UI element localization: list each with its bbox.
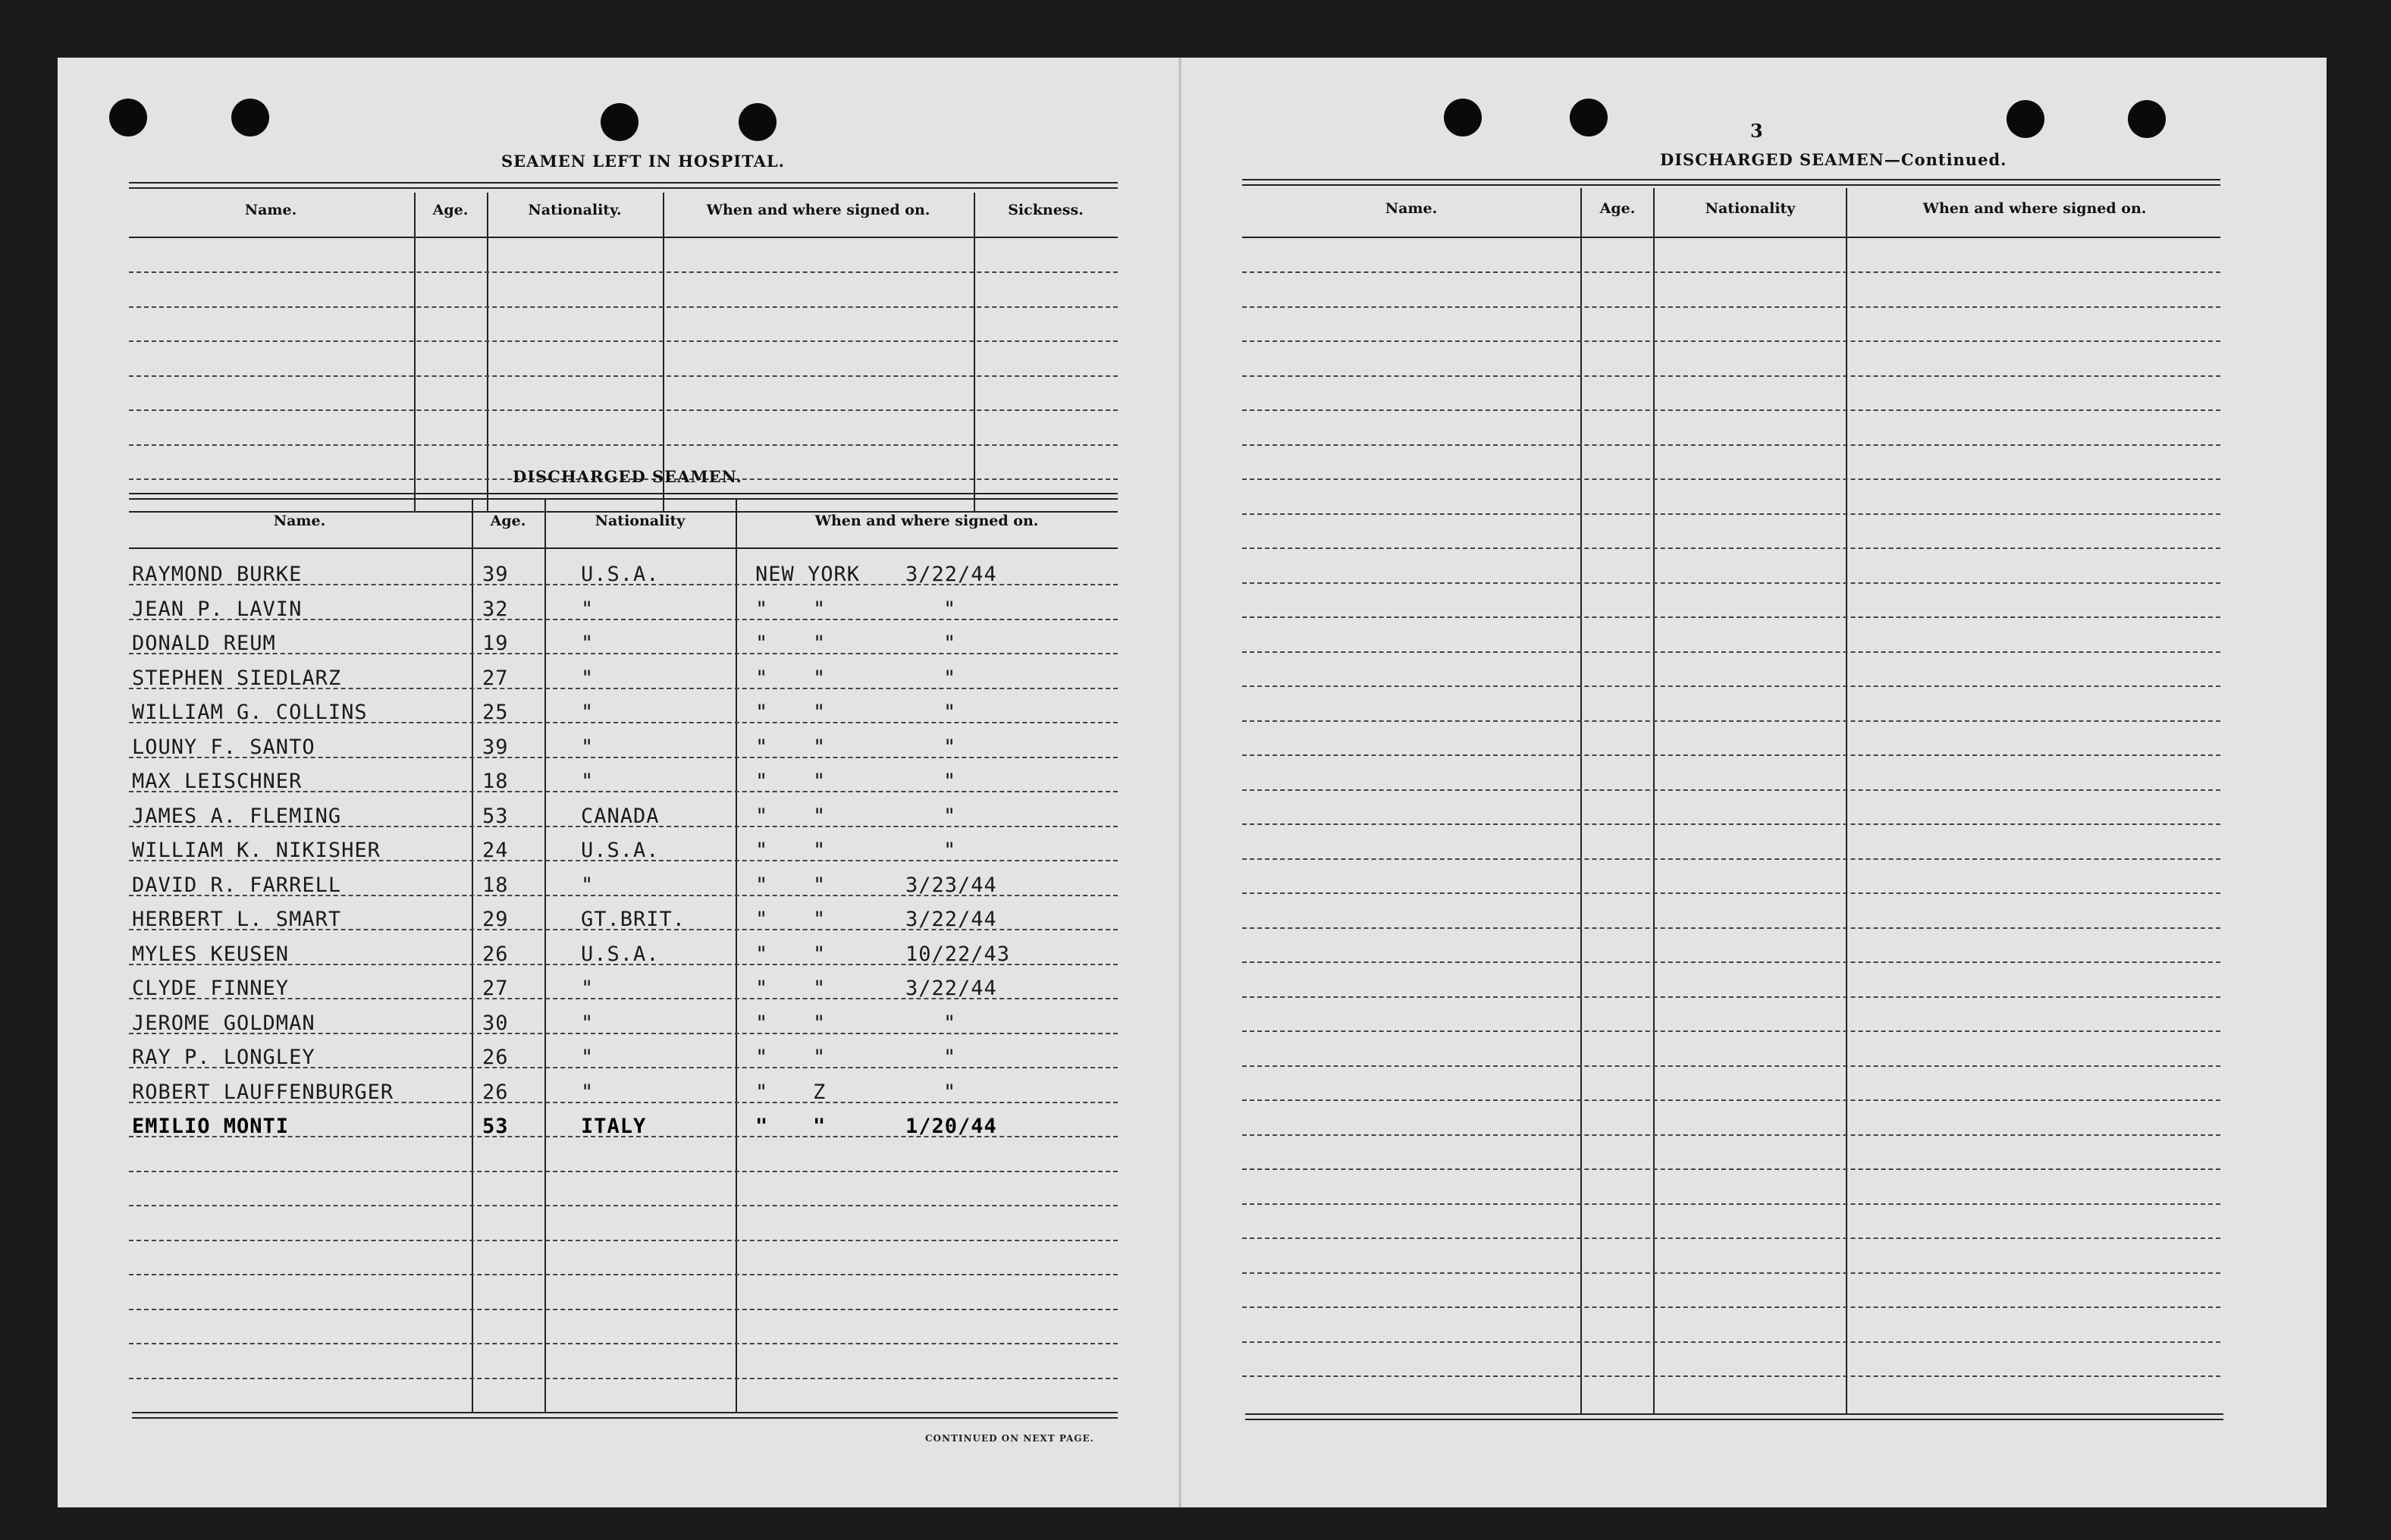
- seaman-name: DONALD REUM: [132, 632, 276, 655]
- signed-on-date: ": [943, 735, 957, 759]
- ruled-line: [1242, 340, 2220, 342]
- ruled-line: [129, 306, 1118, 308]
- seaman-name: EMILIO MONTI: [132, 1115, 290, 1138]
- ruled-line: [1242, 1168, 2220, 1170]
- ruled-line: [129, 1240, 1118, 1241]
- seaman-nationality: U.S.A.: [581, 942, 660, 966]
- signed-on-ditto: ": [813, 666, 827, 690]
- col-header-nationality: Nationality: [1705, 200, 1796, 217]
- ruled-line: [1242, 927, 2220, 929]
- seaman-age: 29: [482, 908, 509, 931]
- ruled-line: [1242, 547, 2220, 549]
- col-header-name: Name.: [244, 202, 297, 218]
- ruled-line: [1242, 1065, 2220, 1067]
- seaman-age: 26: [482, 1046, 509, 1069]
- col-header-signed-on: When and where signed on.: [814, 513, 1039, 529]
- ruled-line: [1242, 1237, 2220, 1239]
- seaman-age: 39: [482, 735, 509, 759]
- seaman-nationality: U.S.A.: [581, 839, 660, 862]
- discharged-header-rule: [129, 547, 1118, 549]
- seaman-nationality: ITALY: [581, 1115, 647, 1138]
- punch-hole: [1570, 99, 1608, 136]
- signed-on-date: ": [943, 804, 957, 828]
- ruled-line: [1242, 720, 2220, 722]
- col-header-age: Age.: [1599, 200, 1636, 217]
- seaman-name: WILLIAM G. COLLINS: [132, 701, 368, 724]
- signed-on-date: 1/20/44: [905, 1115, 997, 1138]
- signed-on-ditto: ": [813, 908, 827, 931]
- seaman-nationality: ": [581, 666, 595, 690]
- seaman-age: 27: [482, 666, 509, 690]
- ruled-line: [1242, 996, 2220, 998]
- signed-on-ditto: ": [813, 1046, 827, 1069]
- seaman-age: 39: [482, 563, 509, 586]
- left-page: [58, 58, 1180, 1507]
- hospital-section-title: SEAMEN LEFT IN HOSPITAL.: [501, 152, 785, 171]
- seaman-nationality: CANADA: [581, 804, 660, 828]
- right-header-rule: [1242, 237, 2220, 238]
- col-header-age: Age.: [490, 513, 526, 529]
- ruled-line: [1242, 1375, 2220, 1377]
- ruled-line: [1242, 1134, 2220, 1136]
- signed-on-port: ": [755, 770, 769, 793]
- seaman-nationality: GT.BRIT.: [581, 908, 686, 931]
- signed-on-ditto: ": [813, 701, 827, 724]
- seaman-name: HERBERT L. SMART: [132, 908, 342, 931]
- discharged-bottom-rule: [132, 1412, 1118, 1419]
- signed-on-ditto: ": [813, 1011, 827, 1035]
- seaman-name: DAVID R. FARRELL: [132, 873, 342, 897]
- seaman-name: MYLES KEUSEN: [132, 942, 290, 966]
- col-header-signed-on: When and where signed on.: [706, 202, 930, 218]
- col-header-nationality: Nationality: [595, 513, 686, 529]
- signed-on-date: ": [943, 1080, 957, 1104]
- signed-on-date: 3/23/44: [905, 873, 997, 897]
- punch-hole: [1444, 99, 1482, 136]
- signed-on-port: ": [755, 632, 769, 655]
- ledger-sheet: [58, 58, 2327, 1507]
- col-header-sickness: Sickness.: [1008, 202, 1084, 218]
- punch-hole: [739, 103, 777, 141]
- seaman-age: 53: [482, 1115, 509, 1138]
- signed-on-date: ": [943, 1011, 957, 1035]
- seaman-nationality: ": [581, 701, 595, 724]
- seaman-name: JEAN P. LAVIN: [132, 597, 303, 621]
- signed-on-port: ": [755, 839, 769, 862]
- ruled-line: [129, 409, 1118, 411]
- ruled-line: [1242, 513, 2220, 515]
- seaman-nationality: ": [581, 770, 595, 793]
- right-section-title: DISCHARGED SEAMEN—Continued.: [1660, 150, 2007, 169]
- column-divider: [1846, 188, 1847, 1413]
- seaman-age: 25: [482, 701, 509, 724]
- seaman-age: 24: [482, 839, 509, 862]
- seaman-age: 18: [482, 770, 509, 793]
- column-divider: [663, 193, 664, 511]
- col-header-age: Age.: [432, 202, 469, 218]
- ruled-line: [129, 1171, 1118, 1172]
- seaman-nationality: ": [581, 1011, 595, 1035]
- column-divider: [414, 193, 416, 511]
- signed-on-date: ": [943, 701, 957, 724]
- page-number: 3: [1750, 120, 1763, 142]
- column-divider: [1653, 188, 1655, 1413]
- punch-hole: [2128, 100, 2166, 138]
- ruled-line: [129, 653, 1118, 654]
- seaman-nationality: U.S.A.: [581, 563, 660, 586]
- ruled-line: [1242, 375, 2220, 377]
- signed-on-date: ": [943, 1046, 957, 1069]
- ruled-line: [1242, 1030, 2220, 1032]
- signed-on-ditto: ": [813, 873, 827, 897]
- ruled-line: [1242, 685, 2220, 687]
- signed-on-date: 10/22/43: [905, 942, 1011, 966]
- seaman-name: STEPHEN SIEDLARZ: [132, 666, 342, 690]
- ruled-line: [129, 340, 1118, 342]
- seaman-nationality: ": [581, 597, 595, 621]
- signed-on-port: ": [755, 1011, 769, 1035]
- seaman-age: 30: [482, 1011, 509, 1035]
- discharged-section-title: DISCHARGED SEAMEN.: [513, 467, 742, 486]
- signed-on-ditto: ": [813, 804, 827, 828]
- ruled-line: [129, 1309, 1118, 1310]
- ruled-line: [129, 1378, 1118, 1379]
- col-header-nationality: Nationality.: [528, 202, 622, 218]
- seaman-nationality: ": [581, 1046, 595, 1069]
- seaman-age: 27: [482, 977, 509, 1000]
- ruled-line: [1242, 582, 2220, 584]
- ruled-line: [1242, 651, 2220, 653]
- seaman-name: JEROME GOLDMAN: [132, 1011, 315, 1035]
- right-page: [1180, 58, 2327, 1507]
- ruled-line: [129, 375, 1118, 377]
- seaman-name: LOUNY F. SANTO: [132, 735, 315, 759]
- seaman-name: ROBERT LAUFFENBURGER: [132, 1080, 394, 1104]
- signed-on-date: ": [943, 597, 957, 621]
- punch-hole: [231, 99, 269, 136]
- seaman-name: RAY P. LONGLEY: [132, 1046, 315, 1069]
- signed-on-port: ": [755, 873, 769, 897]
- seaman-age: 19: [482, 632, 509, 655]
- column-divider: [1580, 188, 1582, 1413]
- seaman-name: CLYDE FINNEY: [132, 977, 290, 1000]
- column-divider: [974, 193, 975, 511]
- signed-on-port: ": [755, 666, 769, 690]
- signed-on-ditto: ": [813, 770, 827, 793]
- ruled-line: [1242, 1306, 2220, 1308]
- col-header-name: Name.: [273, 513, 326, 529]
- signed-on-port: ": [755, 735, 769, 759]
- ruled-line: [1242, 754, 2220, 756]
- ruled-line: [129, 1343, 1118, 1344]
- seaman-age: 26: [482, 942, 509, 966]
- seaman-age: 53: [482, 804, 509, 828]
- signed-on-ditto: Z: [813, 1080, 827, 1104]
- ruled-line: [1242, 858, 2220, 860]
- ruled-line: [1242, 1099, 2220, 1101]
- signed-on-date: ": [943, 632, 957, 655]
- seaman-name: JAMES A. FLEMING: [132, 804, 342, 828]
- signed-on-date: ": [943, 839, 957, 862]
- ruled-line: [1242, 789, 2220, 791]
- punch-hole: [601, 103, 639, 141]
- ruled-line: [1242, 892, 2220, 894]
- punch-hole: [2007, 100, 2044, 138]
- discharged-top-rule: [129, 493, 1118, 500]
- ruled-line: [1242, 306, 2220, 308]
- signed-on-date: 3/22/44: [905, 563, 997, 586]
- seaman-nationality: ": [581, 632, 595, 655]
- hospital-header-rule: [129, 237, 1118, 238]
- ruled-line: [1242, 271, 2220, 273]
- column-divider: [544, 499, 546, 1413]
- signed-on-ditto: ": [813, 977, 827, 1000]
- signed-on-ditto: ": [813, 597, 827, 621]
- signed-on-port: ": [755, 977, 769, 1000]
- signed-on-port: ": [755, 701, 769, 724]
- signed-on-date: 3/22/44: [905, 977, 997, 1000]
- signed-on-ditto: ": [813, 632, 827, 655]
- seaman-nationality: ": [581, 873, 595, 897]
- right-top-rule: [1242, 179, 2220, 186]
- signed-on-port: ": [755, 1080, 769, 1104]
- ruled-line: [1242, 1341, 2220, 1343]
- column-divider: [736, 499, 737, 1413]
- signed-on-port: ": [755, 1115, 769, 1138]
- signed-on-port: ": [755, 942, 769, 966]
- col-header-signed-on: When and where signed on.: [1922, 200, 2147, 217]
- right-bottom-rule: [1245, 1413, 2223, 1420]
- col-header-name: Name.: [1385, 200, 1438, 217]
- ruled-line: [129, 1205, 1118, 1206]
- seaman-age: 32: [482, 597, 509, 621]
- punch-hole: [109, 99, 147, 136]
- signed-on-port: ": [755, 1046, 769, 1069]
- ruled-line: [129, 1274, 1118, 1275]
- ruled-line: [1242, 823, 2220, 825]
- ruled-line: [129, 444, 1118, 446]
- seaman-nationality: ": [581, 977, 595, 1000]
- hospital-top-rule: [129, 182, 1118, 189]
- signed-on-ditto: ": [813, 735, 827, 759]
- signed-on-port: ": [755, 597, 769, 621]
- seaman-name: RAYMOND BURKE: [132, 563, 303, 586]
- ruled-line: [129, 271, 1118, 273]
- column-divider: [472, 499, 473, 1413]
- ruled-line: [1242, 409, 2220, 411]
- signed-on-ditto: ": [813, 942, 827, 966]
- seaman-name: WILLIAM K. NIKISHER: [132, 839, 381, 862]
- signed-on-date: 3/22/44: [905, 908, 997, 931]
- signed-on-ditto: ": [813, 839, 827, 862]
- seaman-nationality: ": [581, 1080, 595, 1104]
- ruled-line: [1242, 1272, 2220, 1274]
- ruled-line: [1242, 444, 2220, 446]
- seaman-name: MAX LEISCHNER: [132, 770, 303, 793]
- column-divider: [487, 193, 488, 511]
- ruled-line: [1242, 1203, 2220, 1205]
- ruled-line: [1242, 478, 2220, 480]
- signed-on-date: ": [943, 770, 957, 793]
- signed-on-port: ": [755, 804, 769, 828]
- signed-on-port: ": [755, 908, 769, 931]
- signed-on-date: ": [943, 666, 957, 690]
- ruled-line: [1242, 616, 2220, 618]
- signed-on-port: NEW YORK: [755, 563, 861, 586]
- continued-note: CONTINUED ON NEXT PAGE.: [925, 1433, 1094, 1444]
- seaman-age: 26: [482, 1080, 509, 1104]
- signed-on-ditto: ": [813, 1115, 827, 1138]
- seaman-nationality: ": [581, 735, 595, 759]
- ruled-line: [1242, 961, 2220, 963]
- seaman-age: 18: [482, 873, 509, 897]
